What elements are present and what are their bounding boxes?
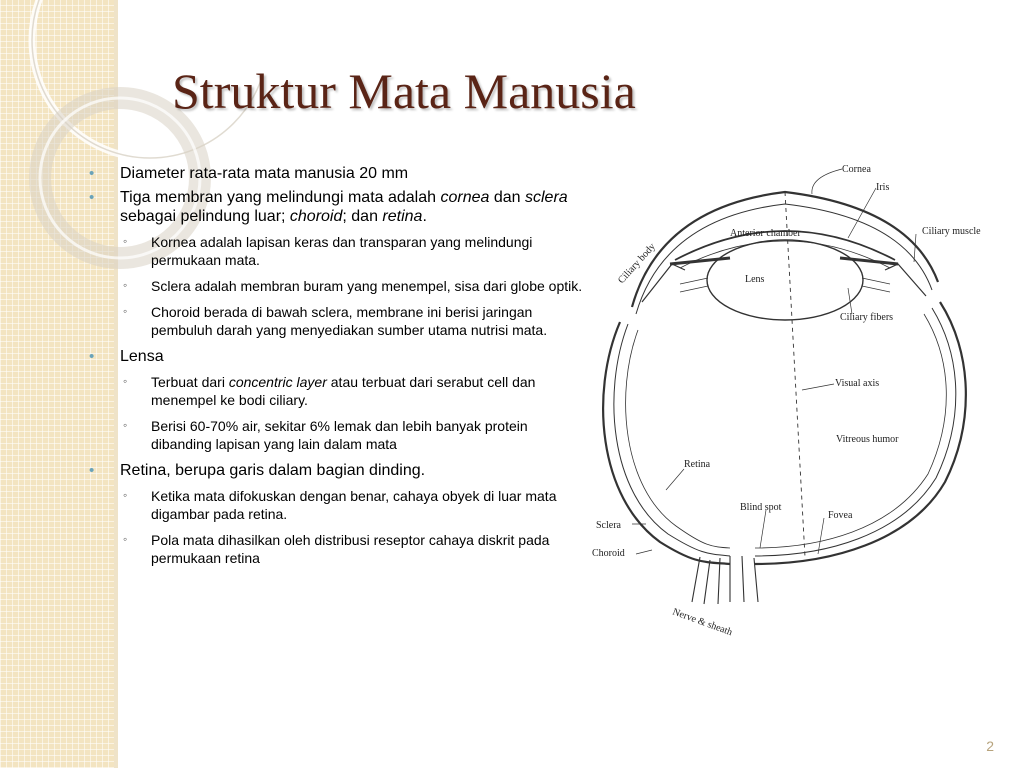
bullet-text-run: retina [382, 208, 423, 225]
sub-bullet-item [120, 373, 586, 409]
label-vitreous-humor: Vitreous humor [836, 434, 899, 445]
sub-bullet-text-run: concentric layer [228, 374, 327, 390]
sub-bullet-text-run: Sclera adalah membran buram yang menempel, sisa dari globe optik. [151, 278, 583, 294]
bullet-text-run: sclera [525, 189, 568, 206]
sub-bullet-item [120, 233, 586, 269]
label-retina: Retina [684, 459, 711, 470]
sub-bullet-text-run: Choroid berada di bawah sclera, membrane ini berisi jaringan pembuluh darah yang menyediakan sumber utama nutrisi mata. [151, 304, 548, 338]
bullet-text-run: choroid [289, 208, 343, 225]
sub-bullet-list [120, 233, 586, 339]
sub-bullet-circle-icon: ◦ [123, 532, 128, 546]
bullet-text-run: . [422, 208, 427, 225]
label-ciliary-body: Ciliary body [616, 241, 658, 287]
bullet-dot-icon: • [89, 348, 95, 365]
label-visual-axis: Visual axis [835, 378, 880, 389]
page-number: 2 [986, 738, 994, 754]
sub-bullet-text-run: Kornea adalah lapisan keras dan transparan yang melindungi permukaan mata. [151, 234, 533, 268]
bullet-text-run: Retina, berupa garis dalam bagian dinding. [120, 462, 426, 479]
sub-bullet-circle-icon: ◦ [123, 304, 128, 318]
eye-diagram [580, 152, 1010, 652]
bullet-item [86, 347, 586, 453]
bullet-text [120, 462, 425, 479]
sub-bullet-circle-icon: ◦ [123, 418, 128, 432]
bullet-item [86, 461, 586, 567]
bullet-content [86, 164, 586, 575]
sub-bullet-text-run: Berisi 60-70% air, sekitar 6% lemak dan lebih banyak protein dibanding lapisan yang lain dalam mata [151, 418, 528, 452]
sub-bullet-text-run: Pola mata dihasilkan oleh distribusi reseptor cahaya diskrit pada permukaan retina [151, 532, 550, 566]
sub-bullet-text-run: Terbuat dari [151, 374, 229, 390]
bullet-dot-icon: • [89, 189, 95, 206]
bullet-text [120, 348, 164, 365]
slide-title: Struktur Mata Manusia [172, 63, 636, 119]
sub-bullet-text-run: atau terbuat dari serabut cell dan menempel ke bodi ciliary. [151, 374, 536, 408]
bullet-text [120, 189, 568, 225]
label-cornea: Cornea [842, 164, 871, 175]
label-sclera: Sclera [596, 520, 621, 531]
sub-bullet-item [120, 487, 586, 523]
sub-bullet-item [120, 277, 586, 295]
bullet-text-run: ; dan [342, 208, 383, 225]
sub-bullet-circle-icon: ◦ [123, 234, 128, 248]
bullet-text-run: Diameter rata-rata mata manusia 20 mm [120, 165, 409, 182]
label-blind-spot: Blind spot [740, 502, 782, 513]
bullet-list [86, 164, 586, 567]
sub-bullet-item [120, 303, 586, 339]
sub-bullet-list [120, 373, 586, 453]
sub-bullet-list [120, 487, 586, 567]
sub-bullet-text-run: Ketika mata difokuskan dengan benar, cahaya obyek di luar mata digambar pada retina. [151, 488, 557, 522]
sub-bullet-item [120, 531, 586, 567]
bullet-text-run: dan [489, 189, 525, 206]
bullet-text-run: cornea [440, 189, 490, 206]
sub-bullet-circle-icon: ◦ [123, 278, 128, 292]
label-ciliary-muscle: Ciliary muscle [922, 226, 981, 237]
bullet-text [120, 165, 408, 182]
bullet-dot-icon: • [89, 462, 95, 479]
bullet-text-run: Lensa [120, 348, 164, 365]
sub-bullet-circle-icon: ◦ [123, 488, 128, 502]
bullet-item [86, 164, 586, 183]
label-ciliary-fibers: Ciliary fibers [840, 312, 894, 323]
bullet-text-run: sebagai pelindung luar; [120, 208, 290, 225]
label-iris: Iris [876, 182, 890, 193]
bullet-item [86, 188, 586, 339]
label-choroid: Choroid [592, 548, 625, 559]
sub-bullet-item [120, 417, 586, 453]
label-nerve-sheath: Nerve & sheath [670, 606, 734, 639]
label-lens: Lens [745, 274, 765, 285]
bullet-dot-icon: • [89, 165, 95, 182]
bullet-text-run: Tiga membran yang melindungi mata adalah [120, 189, 441, 206]
label-anterior-chamber: Anterior chamber [730, 228, 801, 239]
sub-bullet-circle-icon: ◦ [123, 374, 128, 388]
label-fovea: Fovea [828, 510, 853, 521]
